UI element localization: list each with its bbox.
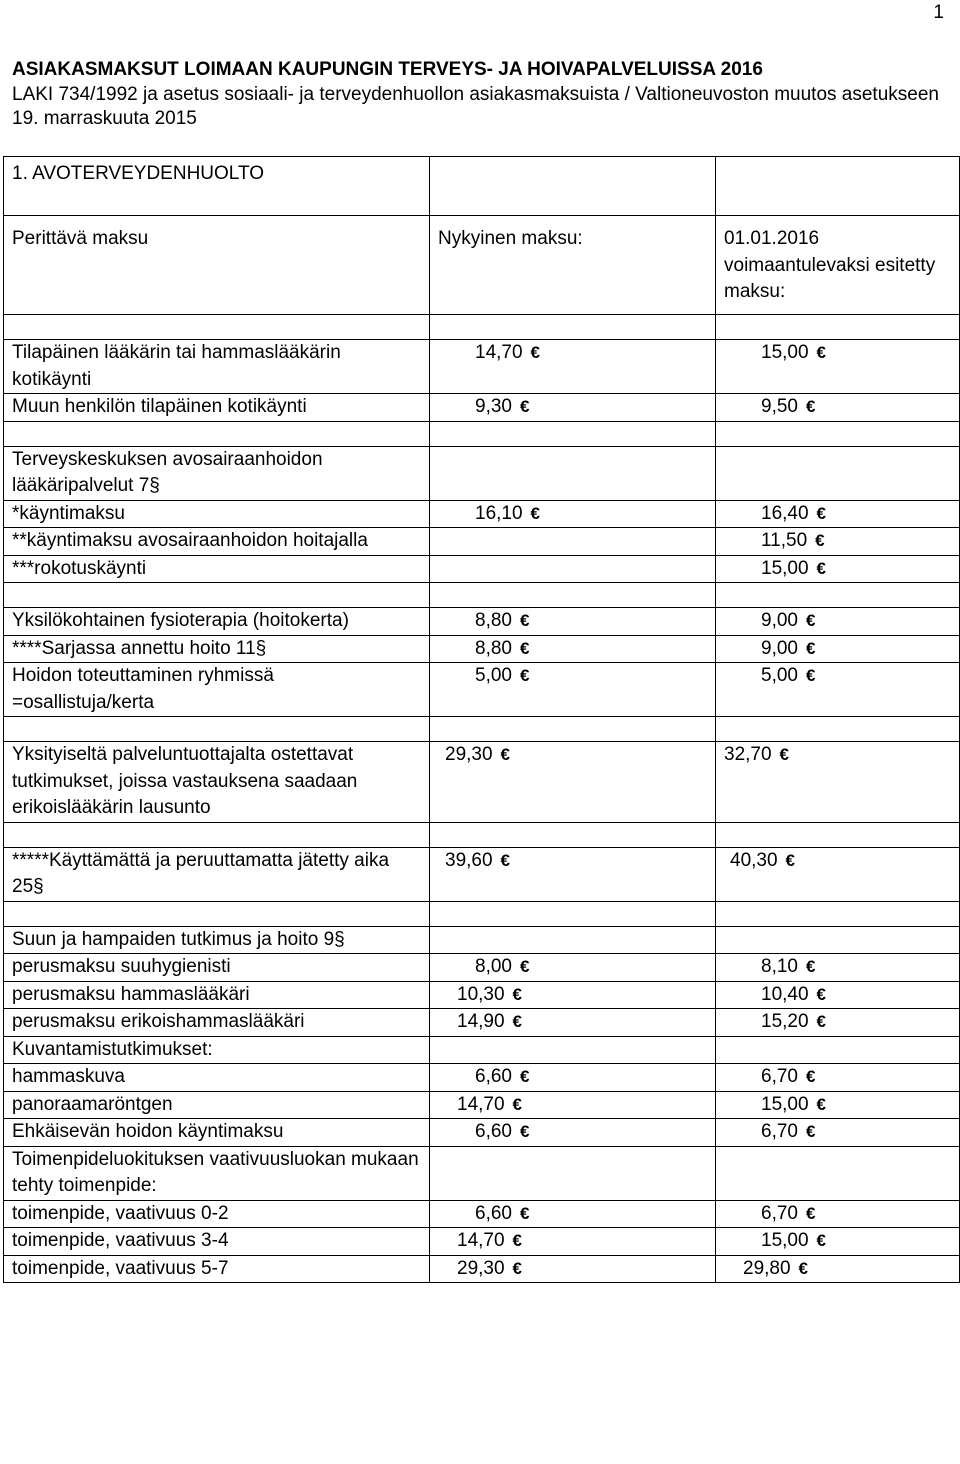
proposed-fee: 6,70 € [716,1200,960,1228]
proposed-fee: 10,40 € [716,981,960,1009]
row-label: Yksilökohtainen fysioterapia (hoitokerta) [4,608,430,636]
euro-symbol: € [816,1012,827,1031]
table-row [4,528,960,556]
euro-symbol: € [512,1258,523,1278]
current-fee: 6,60 € [430,1064,716,1092]
euro-symbol: € [512,1094,523,1114]
title-line-2: LAKI 734/1992 ja asetus sosiaali- ja terveydenhuollon asiakasmaksuista / Valtioneuvoston muutos asetukseen 19. marraskuuta 2015 [12,83,939,129]
header-col2: Nykyinen maksu: [430,216,716,315]
row-label: toimenpide, vaativuus 3-4 [4,1228,430,1256]
proposed-fee: 32,70 € [716,742,960,823]
row-label: ***rokotuskäynti [4,555,430,583]
current-fee: 10,30 € [430,981,716,1009]
proposed-fee: 15,00 € [716,340,960,394]
euro-symbol: € [519,666,530,685]
document-title [12,58,952,132]
current-fee: 39,60 € [430,847,716,901]
proposed-fee: 9,00 € [716,635,960,663]
current-fee: 8,80 € [430,608,716,636]
table-row [4,1091,960,1119]
row-label: *****Käyttämättä ja peruuttamatta jätetty aika 25§ [4,847,430,901]
proposed-fee: 5,00 € [716,663,960,717]
proposed-fee: 6,70 € [716,1119,960,1147]
row-label: Yksityiseltä palveluntuottajalta ostettavat tutkimukset, joissa vastauksena saadaan erikoislääkärin lausunto [4,742,430,823]
table-row [4,1146,960,1200]
proposed-fee: 8,10 € [716,954,960,982]
proposed-fee: 11,50 € [716,528,960,556]
section-title: 1. AVOTERVEYDENHUOLTO [4,157,430,216]
euro-symbol: € [530,343,541,362]
table-row [4,635,960,663]
row-label: Kuvantamistutkimukset: [4,1036,430,1064]
euro-symbol: € [512,1231,523,1250]
proposed-fee: 9,50 € [716,394,960,422]
euro-symbol: € [785,850,796,870]
euro-symbol: € [519,1203,530,1223]
section-row [4,157,960,216]
euro-symbol: € [805,397,816,416]
row-label: Toimenpideluokituksen vaativuusluokan mukaan tehty toimenpide: [4,1146,430,1200]
euro-symbol: € [500,745,511,764]
proposed-fee: 9,00 € [716,608,960,636]
row-label: Ehkäisevän hoidon käyntimaksu [4,1119,430,1147]
euro-symbol: € [519,1122,530,1141]
row-label: panoraamaröntgen [4,1091,430,1119]
proposed-fee: 6,70 € [716,1064,960,1092]
current-fee: 14,70 € [430,340,716,394]
table-row [4,954,960,982]
fee-table [3,156,960,1283]
table-row [4,394,960,422]
current-fee: 6,60 € [430,1200,716,1228]
proposed-fee: 16,40 € [716,500,960,528]
proposed-fee: 15,00 € [716,1091,960,1119]
table-row [4,500,960,528]
table-row [4,608,960,636]
current-fee: 8,80 € [430,635,716,663]
row-label: hammaskuva [4,1064,430,1092]
current-fee: 16,10 € [430,500,716,528]
euro-symbol: € [816,503,827,523]
row-label: Tilapäinen lääkärin tai hammaslääkärin kotikäynti [4,340,430,394]
euro-symbol: € [805,1067,816,1086]
row-label: perusmaksu erikoishammaslääkäri [4,1009,430,1037]
euro-symbol: € [519,397,530,416]
table-row [4,847,960,901]
euro-symbol: € [519,957,530,976]
current-fee: 14,90 € [430,1009,716,1037]
euro-symbol: € [816,984,827,1004]
euro-symbol: € [779,745,790,764]
table-row [4,926,960,954]
euro-symbol: € [816,1231,827,1250]
current-fee: 6,60 € [430,1119,716,1147]
table-row [4,742,960,823]
header-col3: 01.01.2016 voimaantulevaksi esitetty maksu: [716,216,960,315]
euro-symbol: € [816,558,827,578]
euro-symbol: € [798,1258,809,1278]
row-label: *käyntimaksu [4,500,430,528]
current-fee: 5,00 € [430,663,716,717]
table-row [4,981,960,1009]
current-fee: 14,70 € [430,1228,716,1256]
euro-symbol: € [512,984,523,1004]
proposed-fee: 15,20 € [716,1009,960,1037]
row-label: toimenpide, vaativuus 5-7 [4,1255,430,1283]
table-row [4,1255,960,1283]
proposed-fee: 15,00 € [716,555,960,583]
euro-symbol: € [519,611,530,630]
table-row [4,1036,960,1064]
euro-symbol: € [530,503,541,523]
euro-symbol: € [805,1203,816,1223]
title-line-1: ASIAKASMAKSUT LOIMAAN KAUPUNGIN TERVEYS- JA HOIVAPALVELUISSA 2016 [12,59,763,80]
euro-symbol: € [519,1067,530,1086]
table-row [4,1228,960,1256]
proposed-fee: 15,00 € [716,1228,960,1256]
euro-symbol: € [519,638,530,658]
euro-symbol: € [805,611,816,630]
table-row [4,555,960,583]
row-label: toimenpide, vaativuus 0-2 [4,1200,430,1228]
euro-symbol: € [805,957,816,976]
page-number: 1 [933,2,944,23]
row-label: Suun ja hampaiden tutkimus ja hoito 9§ [4,926,430,954]
euro-symbol: € [805,1122,816,1141]
proposed-fee: 40,30 € [716,847,960,901]
row-label: perusmaksu suuhygienisti [4,954,430,982]
euro-symbol: € [512,1012,523,1031]
euro-symbol: € [805,666,816,685]
proposed-fee: 29,80 € [716,1255,960,1283]
current-fee: 29,30 € [430,1255,716,1283]
header-row [4,216,960,315]
table-row [4,1064,960,1092]
row-label: **käyntimaksu avosairaanhoidon hoitajalla [4,528,430,556]
row-label: ****Sarjassa annettu hoito 11§ [4,635,430,663]
euro-symbol: € [816,1094,827,1114]
euro-symbol: € [816,343,827,362]
table-row [4,446,960,500]
current-fee: 14,70 € [430,1091,716,1119]
table-row [4,1200,960,1228]
row-label: Muun henkilön tilapäinen kotikäynti [4,394,430,422]
row-label: perusmaksu hammaslääkäri [4,981,430,1009]
row-label: Terveyskeskuksen avosairaanhoidon lääkäripalvelut 7§ [4,446,430,500]
table-row [4,1119,960,1147]
row-label: Hoidon toteuttaminen ryhmissä =osallistuja/kerta [4,663,430,717]
euro-symbol: € [500,850,511,870]
current-fee: 9,30 € [430,394,716,422]
header-col1: Perittävä maksu [4,216,430,315]
table-row [4,1009,960,1037]
table-row [4,663,960,717]
euro-symbol: € [815,531,825,550]
table-row [4,340,960,394]
current-fee: 8,00 € [430,954,716,982]
current-fee: 29,30 € [430,742,716,823]
euro-symbol: € [805,638,816,658]
